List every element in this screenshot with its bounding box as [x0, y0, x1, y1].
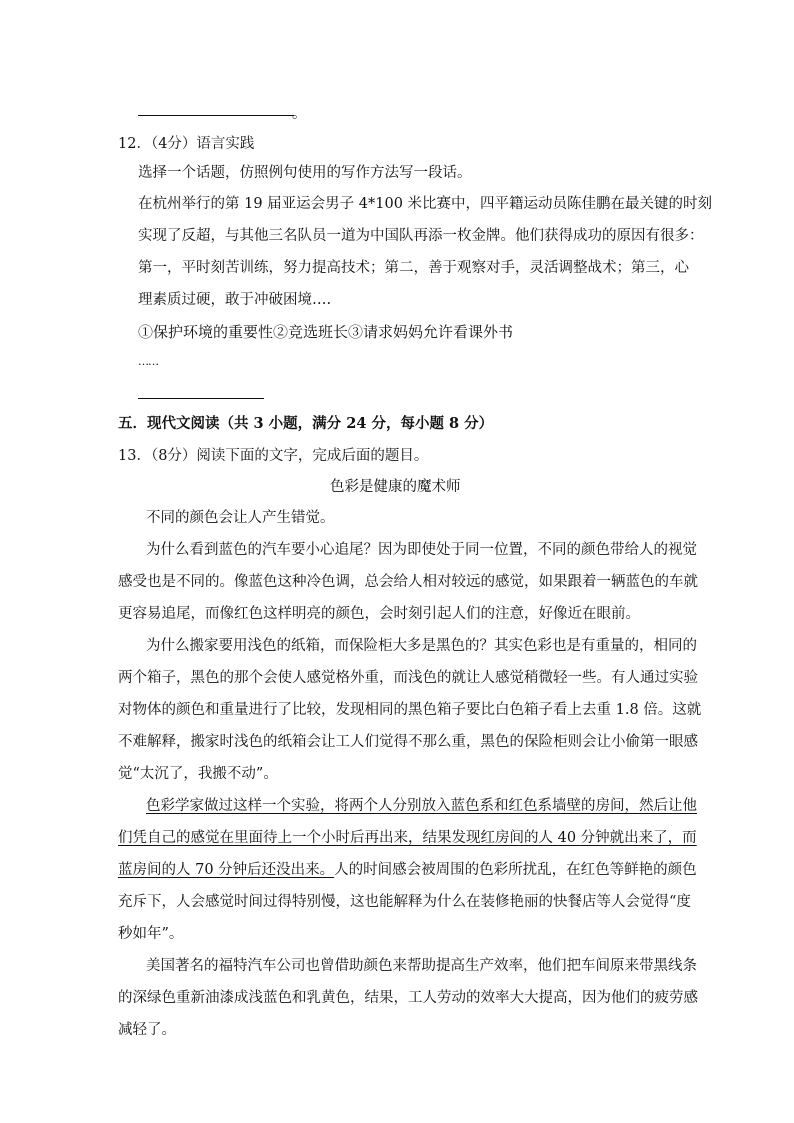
q11-tail-punct: 。 — [292, 106, 307, 122]
q12-topics: ①保护环境的重要性②竞选班长③请求妈妈允许看课外书 — [138, 323, 514, 341]
q13-header: 13．（8分）阅读下面的文字，完成后面的题目。 — [118, 448, 429, 464]
article-paragraph-1: 不同的颜色会让人产生错觉。 — [146, 510, 335, 526]
article-p4-underlined-segment: 蓝房间的人 70 分钟后还没出来。 — [118, 862, 335, 878]
q12-example-line-2: 实现了反超，与其他三名队员一道为中国队再添一枚金牌。他们获得成功的原因有很多： — [138, 228, 704, 244]
article-p2-line-2: 感受也是不同的。像蓝色这种冷色调，总会给人相对较远的感觉，如果跟着一辆蓝色的车就 — [118, 574, 698, 590]
article-p2-line-1: 为什么看到蓝色的汽车要小心追尾？因为即使处于同一位置，不同的颜色带给人的视觉 — [146, 542, 697, 558]
article-p4-plain-segment: 人的时间感会被周围的色彩所扰乱，在红色等鲜艳的颜色 — [334, 862, 697, 878]
article-p4-line-2-underlined: 们凭自己的感觉在里面待上一个小时后再出来，结果发现红房间的人 40 分钟就出来了，而 — [118, 830, 697, 846]
article-p3-line-2: 两个箱子，黑色的那个会使人感觉格外重，而浅色的就让人感觉稍微轻一些。有人通过实验 — [118, 670, 698, 686]
q12-header: 12．（4分）语言实践 — [118, 136, 255, 152]
article-p3-line-3: 对物体的颜色和重量进行了比较，发现相同的黑色箱子要比白色箱子看上去重 1.8 倍。这就 — [118, 702, 702, 718]
article-p4-line-3 — [118, 860, 697, 880]
q12-ellipsis: …… — [138, 355, 158, 368]
q12-example-line-1: 在杭州举行的第 19 届亚运会男子 4*100 米比赛中，四平籍运动员陈佳鹏在最关键的时刻 — [138, 196, 713, 212]
q12-example-line-4: 理素质过硬，敢于冲破困境…. — [138, 292, 332, 308]
article-title: 色彩是健康的魔术师 — [330, 479, 461, 495]
article-p5-line-1: 美国著名的福特汽车公司也曾借助颜色来帮助提高生产效率，他们把车间原来带黑线条 — [146, 958, 697, 974]
answer-blank-q11[interactable] — [138, 115, 294, 116]
article-p3-line-4: 不难解释，搬家时浅色的纸箱会让工人们觉得不那么重，黑色的保险柜则会让小偷第一眼感 — [118, 734, 698, 750]
article-p3-line-5: 觉“太沉了，我搬不动”。 — [118, 766, 278, 782]
answer-blank-q12[interactable] — [138, 398, 264, 399]
article-p5-line-2: 的深绿色重新油漆成浅蓝色和乳黄色，结果，工人劳动的效率大大提高，因为他们的疲劳感 — [118, 990, 698, 1006]
article-p5-line-3: 减轻了。 — [118, 1022, 176, 1038]
q12-example-line-3: 第一，平时刻苦训练，努力提高技术；第二，善于观察对手，灵活调整战术；第三，心 — [138, 260, 689, 276]
article-p4-line-4: 充斥下，人会感觉时间过得特别慢，这也能解释为什么在装修艳丽的快餐店等人会觉得“度 — [118, 894, 691, 910]
section5-header: 五．现代文阅读（共 3 小题，满分 24 分，每小题 8 分） — [118, 415, 494, 432]
article-p4-line-1-underlined: 色彩学家做过这样一个实验，将两个人分别放入蓝色系和红色系墙壁的房间，然后让他 — [146, 798, 697, 814]
article-p4-line-5: 秒如年”。 — [118, 926, 184, 942]
article-p2-line-3: 更容易追尾，而像红色这样明亮的颜色，会时刻引起人们的注意，好像近在眼前。 — [118, 606, 640, 622]
article-p3-line-1: 为什么搬家要用浅色的纸箱，而保险柜大多是黑色的？其实色彩也是有重量的，相同的 — [146, 638, 697, 654]
q12-instruction: 选择一个话题，仿照例句使用的写作方法写一段话。 — [138, 165, 472, 181]
